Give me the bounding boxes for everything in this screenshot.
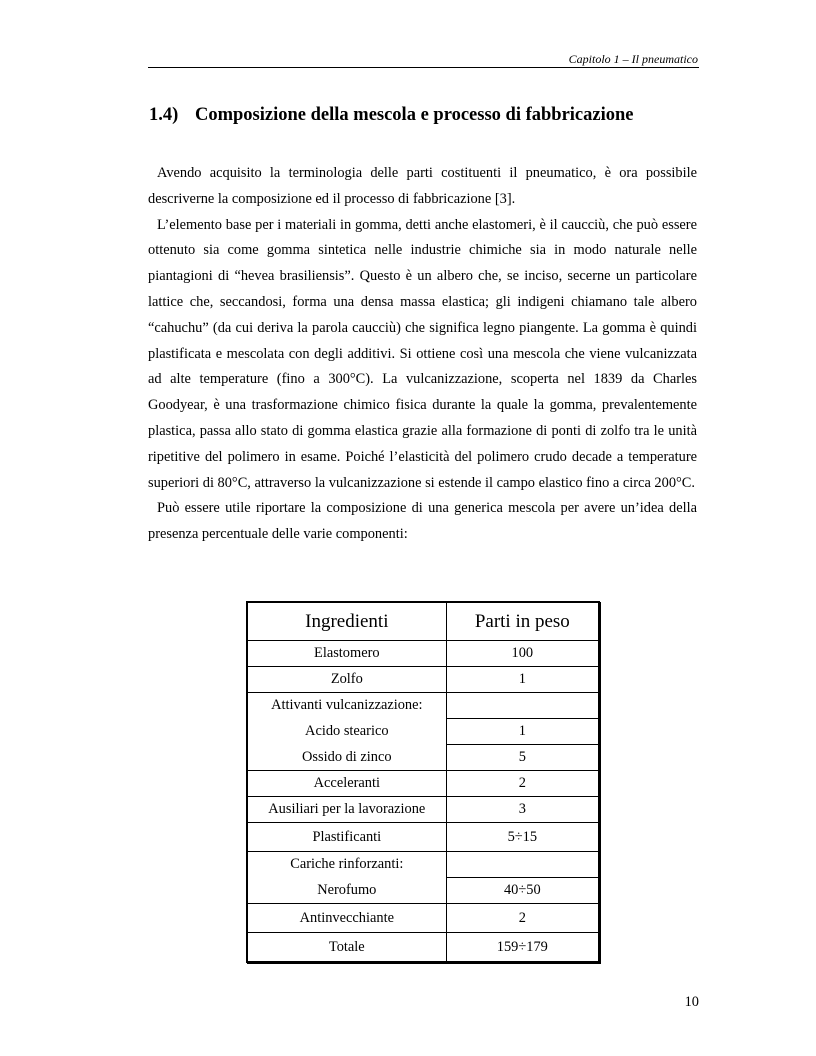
section-title	[149, 105, 633, 126]
ingredient-cell: Plastificanti	[247, 823, 446, 852]
parts-cell-empty	[446, 852, 599, 878]
table-row	[247, 745, 599, 771]
table-row	[247, 667, 599, 693]
parts-cell: 100	[446, 641, 599, 667]
header-ingredienti: Ingredienti	[247, 602, 446, 641]
table-row	[247, 878, 599, 904]
table-row	[247, 823, 599, 852]
ingredients-table	[246, 601, 600, 963]
header-parti-in-peso: Parti in peso	[446, 602, 599, 641]
paragraph: L’elemento base per i materiali in gomma, detti anche elastomeri, è il caucciù, che può essere ottenuto sia come gomma sintetica nelle industrie chimiche sia in modo naturale nelle piantagioni di “hevea brasiliensis”. Questo è un albero che, se inciso, secerne un particolare lattice che, seccandosi, forma una densa massa elastica; gli indigeni chiamano tale albero “cahuchu” (da cui deriva la parola caucciù) che significa legno piangente. La gomma è quindi plastificata e mescolata con degli additivi. Si ottiene così una mescola che viene vulcanizzata ad alte temperature (fino a 300°C). La vulcanizzazione, scoperta nel 1839 da Charles Goodyear, è una trasformazione chimico fisica durante la quale la gomma, prevalentemente plastica, passa allo stato di gomma elastica grazie alla formazione di ponti di zolfo tra le unità ripetitive del polimero in esame. Poiché l’elasticità del polimero crudo decade a temperature superiori di 80°C, attraverso la vulcanizzazione si estende il campo elastico fino a circa 200°C.	[148, 216, 697, 491]
table-row	[247, 719, 599, 745]
section-number: 1.4)	[149, 105, 179, 125]
table-row	[247, 933, 599, 963]
table-row	[247, 852, 599, 878]
parts-cell-empty	[446, 693, 599, 719]
table-header-row	[247, 602, 599, 641]
parts-cell: 3	[446, 797, 599, 823]
table-row	[247, 771, 599, 797]
parts-cell: 1	[446, 667, 599, 693]
ingredient-cell: Nerofumo	[247, 878, 446, 904]
parts-cell: 5	[446, 745, 599, 771]
header-rule	[148, 67, 699, 68]
ingredient-cell: Acceleranti	[247, 771, 446, 797]
ingredient-cell: Antinvecchiante	[247, 904, 446, 933]
body-text	[148, 161, 697, 548]
table-row	[247, 904, 599, 933]
parts-cell: 2	[446, 771, 599, 797]
table-row	[247, 641, 599, 667]
ingredient-cell: Zolfo	[247, 667, 446, 693]
parts-cell: 2	[446, 904, 599, 933]
paragraph: Avendo acquisito la terminologia delle parti costituenti il pneumatico, è ora possibile descriverne la composizione ed il processo di fabbricazione [3].	[148, 165, 697, 207]
running-head: Capitolo 1 – Il pneumatico	[568, 52, 698, 66]
ingredient-cell: Ossido di zinco	[247, 745, 446, 771]
paragraph: Può essere utile riportare la composizione di una generica mescola per avere un’idea della presenza percentuale delle varie componenti:	[148, 500, 697, 543]
ingredient-cell: Acido stearico	[247, 719, 446, 745]
total-label-cell: Totale	[247, 933, 446, 963]
total-value-cell: 159÷179	[446, 933, 599, 963]
ingredient-cell: Elastomero	[247, 641, 446, 667]
group-label-cell: Cariche rinforzanti:	[247, 852, 446, 878]
page-number: 10	[684, 994, 699, 1010]
parts-cell: 5÷15	[446, 823, 599, 852]
parts-cell: 1	[446, 719, 599, 745]
ingredient-cell: Ausiliari per la lavorazione	[247, 797, 446, 823]
parts-cell: 40÷50	[446, 878, 599, 904]
table-row	[247, 693, 599, 719]
group-label-cell: Attivanti vulcanizzazione:	[247, 693, 446, 719]
section-title-text: Composizione della mescola e processo di fabbricazione	[195, 105, 634, 125]
table-row	[247, 797, 599, 823]
